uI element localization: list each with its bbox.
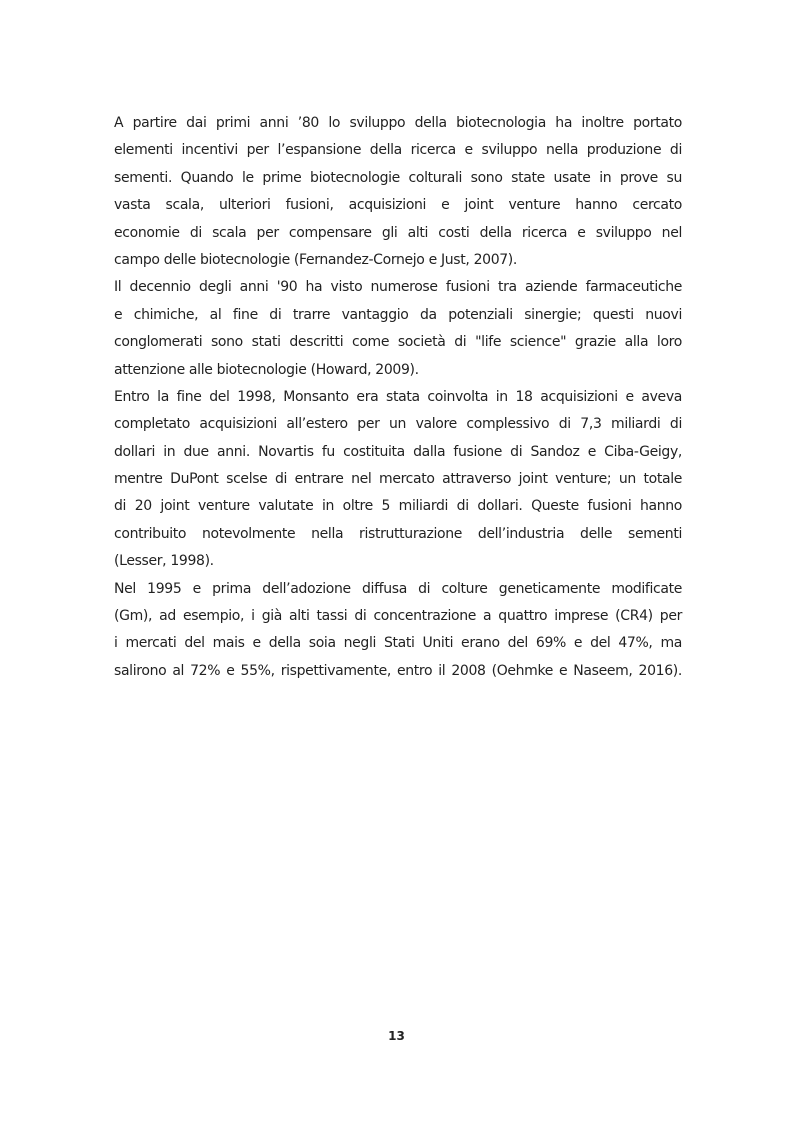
text-line: campo delle biotecnologie (Fernandez-Cornejo e Just, 2007). (114, 251, 518, 268)
text-line: di 20 joint venture valutate in oltre 5 miliardi di dollari. Queste fusioni hanno (114, 498, 682, 515)
text-line: elementi incentivi per l’espansione della ricerca e sviluppo nella produzione di (114, 142, 682, 159)
text-line: i mercati del mais e della soia negli Stati Uniti erano del 69% e del 47%, ma (114, 635, 682, 652)
text-line: mentre DuPont scelse di entrare nel mercato attraverso joint venture; un totale (114, 471, 682, 488)
text-line: sementi. Quando le prime biotecnologie colturali sono state usate in prove su (114, 169, 682, 186)
text-line: Il decennio degli anni '90 ha visto numerose fusioni tra aziende farmaceutiche (114, 279, 682, 296)
text-line: Entro la fine del 1998, Monsanto era stata coinvolta in 18 acquisizioni e aveva (114, 388, 682, 405)
text-line: contribuito notevolmente nella ristrutturazione dell’industria delle sementi (114, 525, 682, 542)
text-line: conglomerati sono stati descritti come società di "life science" grazie alla loro (114, 334, 682, 351)
text-line: vasta scala, ulteriori fusioni, acquisizioni e joint venture hanno cercato (114, 197, 682, 214)
text-line: A partire dai primi anni ’80 lo sviluppo della biotecnologia ha inoltre portato (114, 115, 682, 131)
page-number: 13 (388, 1029, 405, 1043)
text-line: salirono al 72% e 55%, rispettivamente, entro il 2008 (Oehmke e Naseem, 2016). (114, 662, 682, 679)
text-line: dollari in due anni. Novartis fu costituita dalla fusione di Sandoz e Ciba-Geigy, (114, 443, 682, 460)
body-text (114, 110, 682, 685)
text-line: Nel 1995 e prima dell’adozione diffusa di colture geneticamente modificate (114, 580, 682, 597)
text-line: (Gm), ad esempio, i già alti tassi di concentrazione a quattro imprese (CR4) per (114, 608, 682, 625)
text-line: economie di scala per compensare gli alti costi della ricerca e sviluppo nel (114, 224, 682, 241)
text-line: e chimiche, al fine di trarre vantaggio da potenziali sinergie; questi nuovi (114, 306, 682, 323)
text-line: attenzione alle biotecnologie (Howard, 2009). (114, 361, 419, 378)
text-line: completato acquisizioni all’estero per un valore complessivo di 7,3 miliardi di (114, 416, 682, 433)
text-line: (Lesser, 1998). (114, 553, 214, 570)
